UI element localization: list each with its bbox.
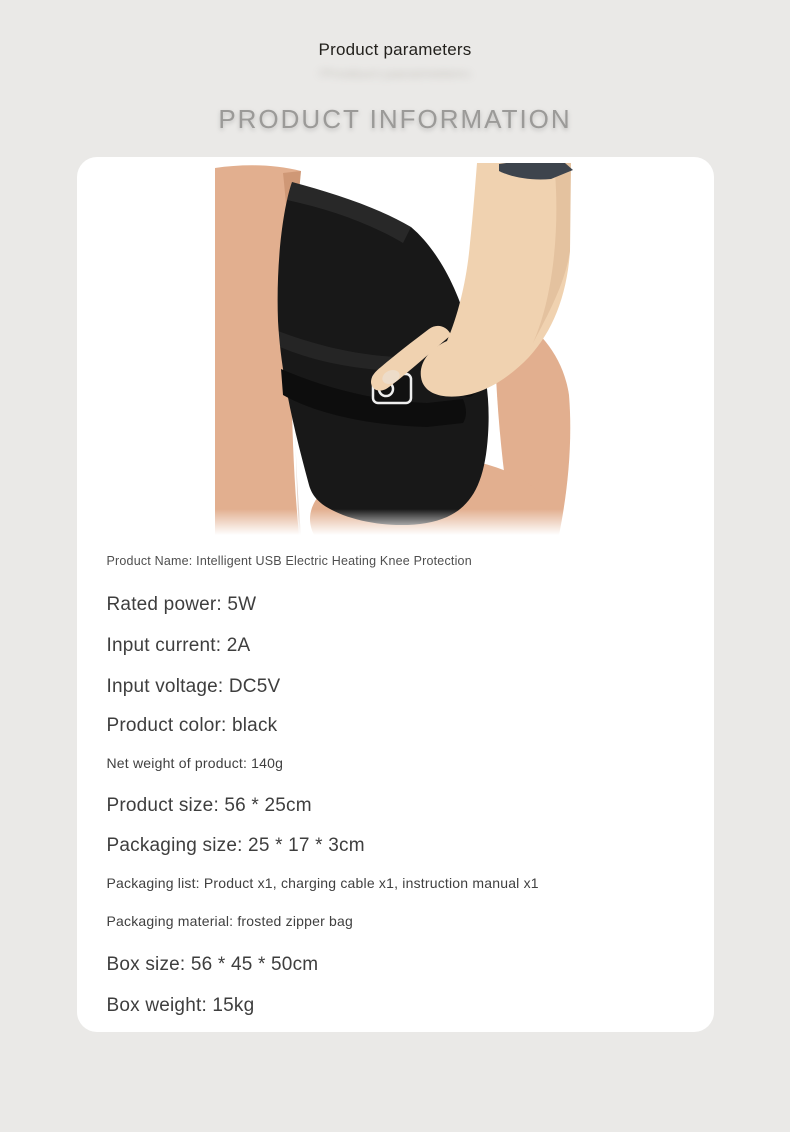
spec-line-input-voltage: Input voltage: DC5V [106,676,281,697]
title-wrap [0,40,790,81]
spec-line-product-color: Product color: black [106,715,278,736]
spec-list [77,553,714,1018]
spec-line-packaging-size: Packaging size: 25 * 17 * 3cm [106,835,365,856]
page-background [0,40,790,1132]
spec-line-box-size: Box size: 56 * 45 * 50cm [106,954,319,975]
knee-brace-photo-illustration [215,163,575,535]
spec-line-packaging-material: Packaging material: frosted zipper bag [106,913,354,929]
spec-line-input-current: Input current: 2A [106,635,251,656]
photo-bottom-fade [215,509,575,535]
header [0,40,790,134]
section-heading: PRODUCT INFORMATION [218,104,572,134]
spec-line-box-weight: Box weight: 15kg [106,995,255,1016]
spec-line-packaging-list: Packaging list: Product x1, charging cable x1, instruction manual x1 [106,875,539,891]
page-title-blur-shadow: Product parameters [320,66,470,81]
spec-line-product-size: Product size: 56 * 25cm [106,795,312,816]
product-photo [215,163,575,535]
page-title: Product parameters [318,40,472,59]
spec-line-rated-power: Rated power: 5W [106,594,257,615]
spec-line-product-name: Product Name: Intelligent USB Electric Heating Knee Protection [106,554,472,568]
spec-line-net-weight: Net weight of product: 140g [106,755,284,771]
product-card [77,157,714,1032]
